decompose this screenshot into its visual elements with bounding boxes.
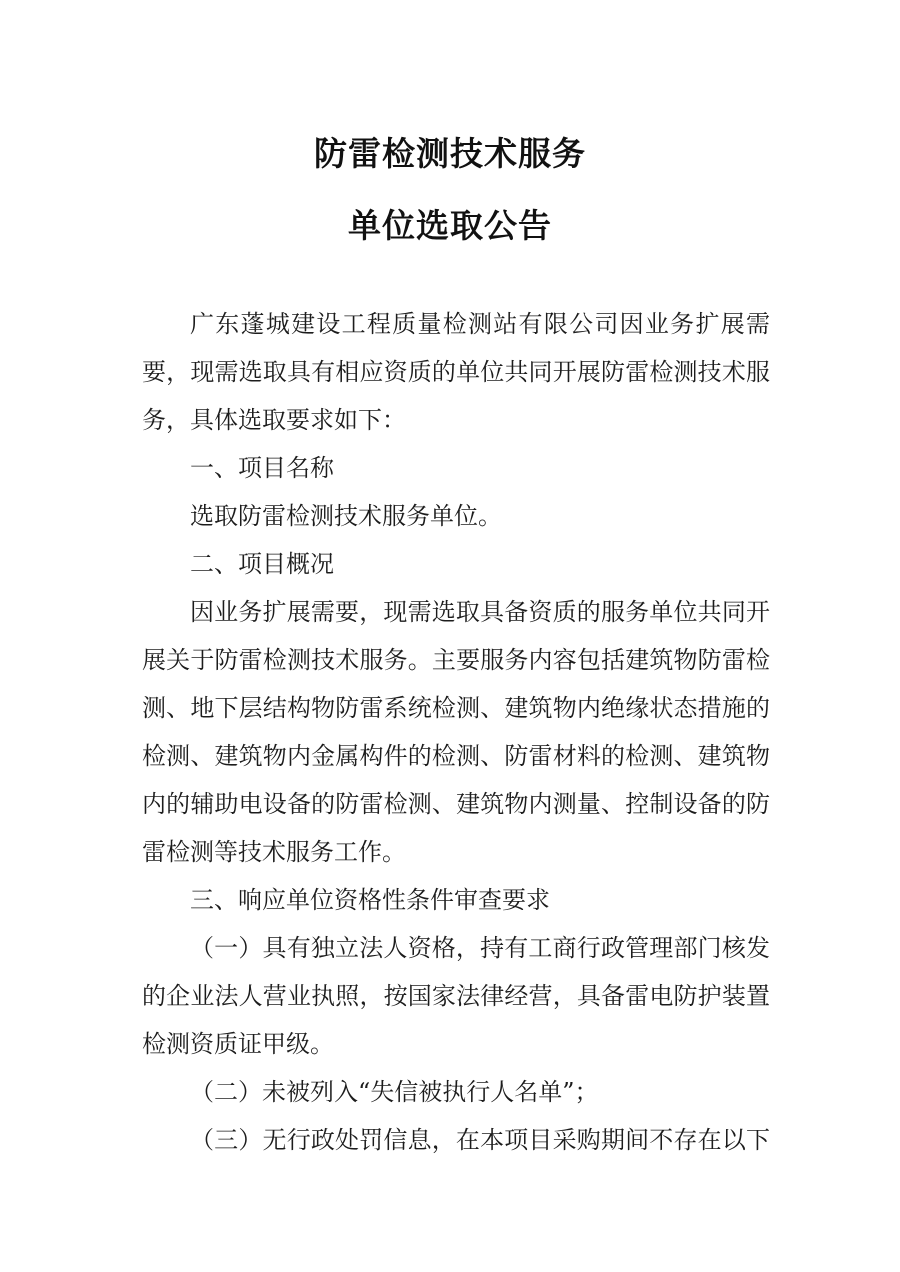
- section-body-line: 内的辅助电设备的防雷检测、建筑物内测量、控制设备的防: [142, 790, 770, 818]
- section-heading-project-name: 一、项目名称: [190, 454, 334, 482]
- qualification-item-line: （三）无行政处罚信息，在本项目采购期间不存在以下: [190, 1126, 770, 1154]
- section-heading-project-overview: 二、项目概况: [190, 550, 334, 578]
- qualification-item-line: 检测资质证甲级。: [142, 1030, 334, 1058]
- section-body-line: 展关于防雷检测技术服务。主要服务内容包括建筑物防雷检: [142, 646, 770, 674]
- section-body-line: 选取防雷检测技术服务单位。: [190, 502, 502, 530]
- intro-paragraph-line: 要，现需选取具有相应资质的单位共同开展防雷检测技术服: [142, 358, 770, 386]
- section-body-line: 测、地下层结构物防雷系统检测、建筑物内绝缘状态措施的: [142, 694, 770, 722]
- section-body-line: 因业务扩展需要，现需选取具备资质的服务单位共同开: [190, 598, 770, 626]
- document-title-line-2: 单位选取公告: [348, 206, 552, 245]
- qualification-item-line: （一）具有独立法人资格，持有工商行政管理部门核发: [190, 934, 770, 962]
- document-title-line-1: 防雷检测技术服务: [314, 134, 586, 173]
- section-heading-qualification: 三、响应单位资格性条件审查要求: [190, 886, 550, 914]
- intro-paragraph-line: 广东蓬城建设工程质量检测站有限公司因业务扩展需: [190, 310, 770, 338]
- section-body-line: 检测、建筑物内金属构件的检测、防雷材料的检测、建筑物: [142, 742, 770, 770]
- intro-paragraph-line: 务，具体选取要求如下：: [142, 406, 406, 434]
- section-body-line: 雷检测等技术服务工作。: [142, 838, 406, 866]
- qualification-item-line: （二）未被列入“失信被执行人名单”；: [190, 1078, 599, 1106]
- qualification-item-line: 的企业法人营业执照，按国家法律经营，具备雷电防护装置: [142, 982, 770, 1010]
